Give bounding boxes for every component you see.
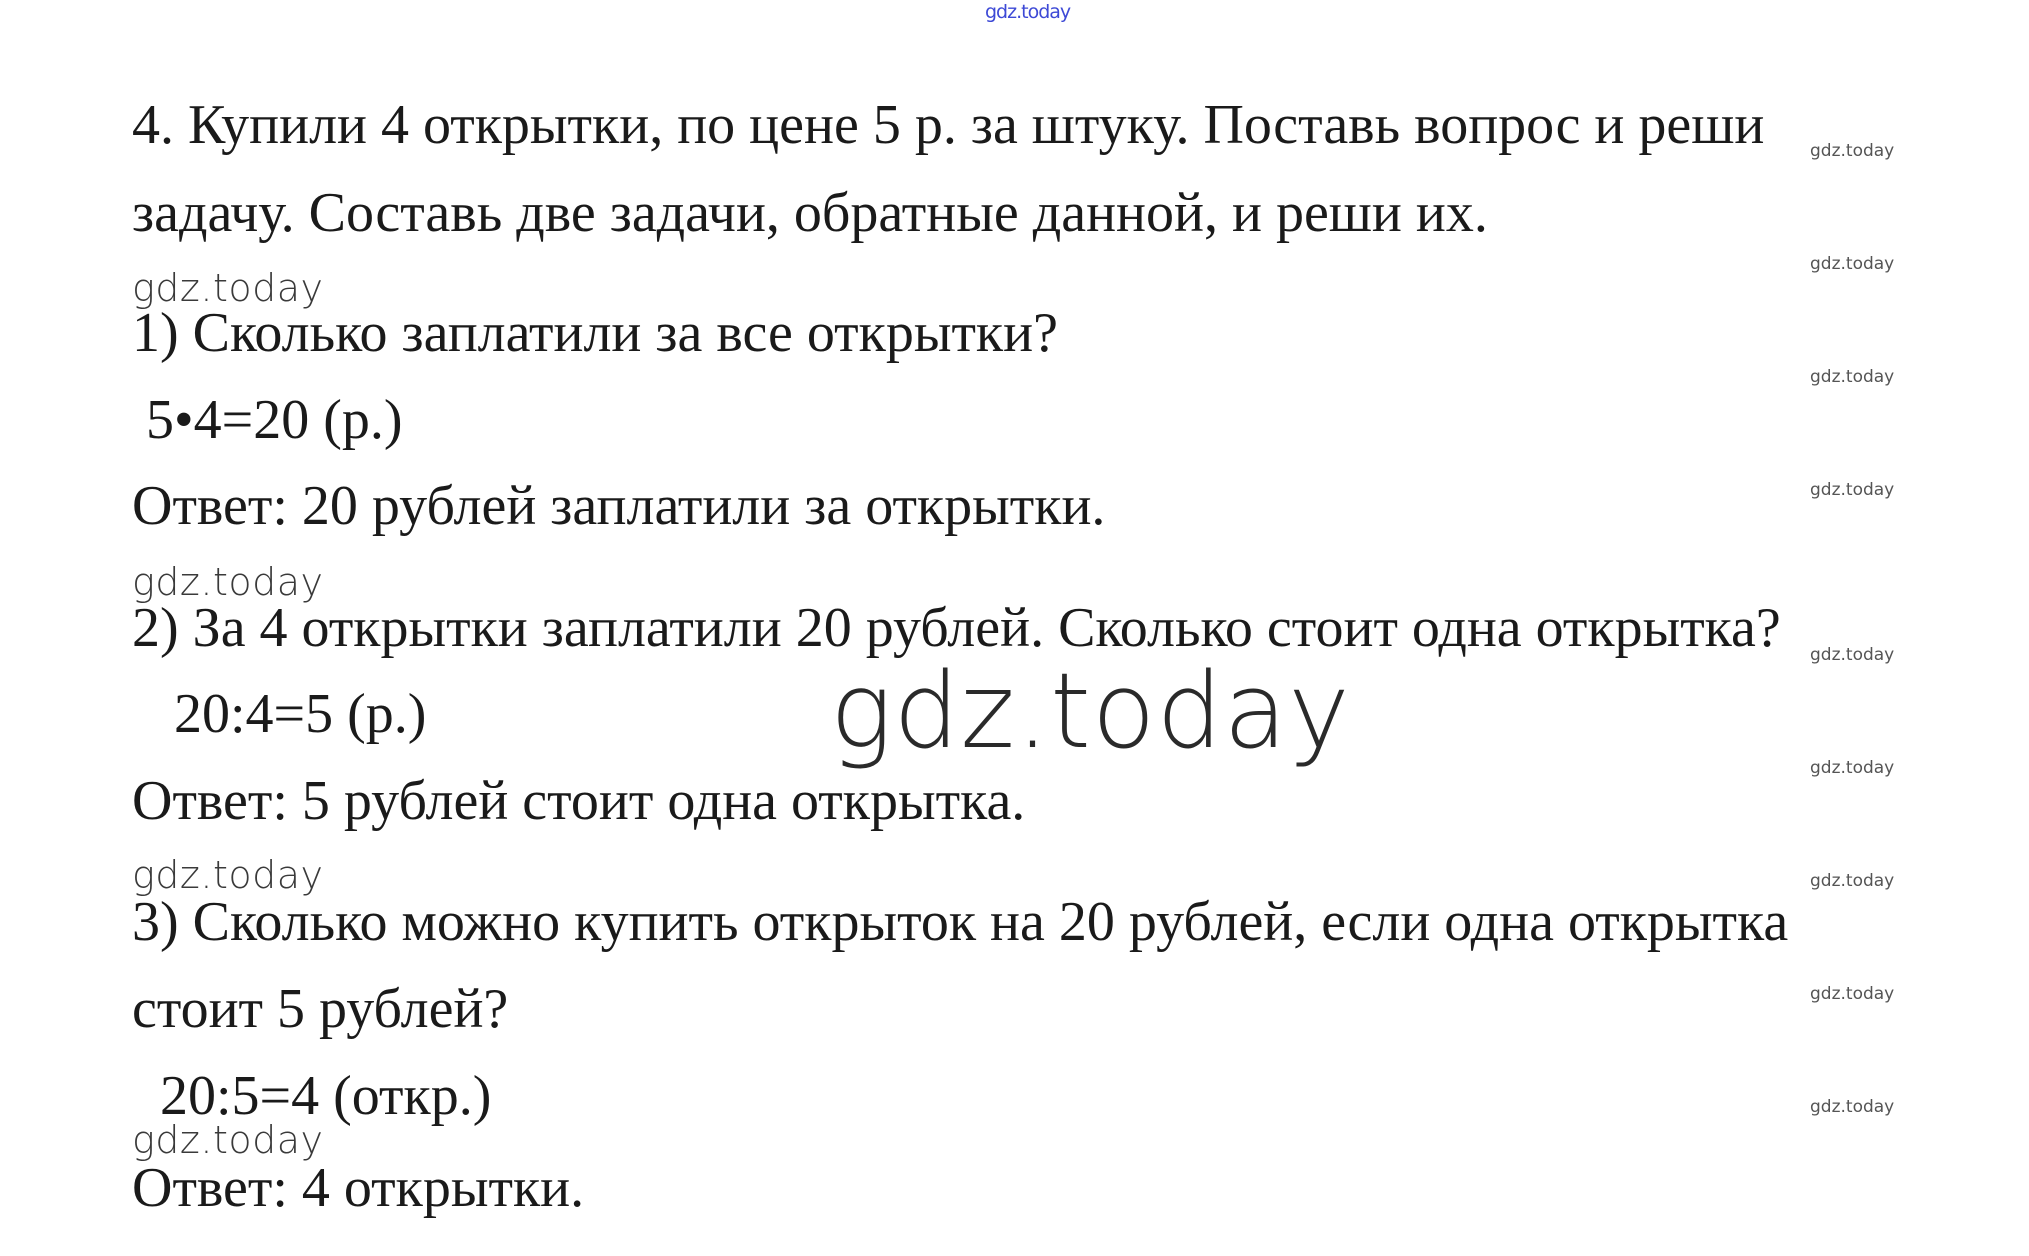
part3-question-line-2: стоит 5 рублей? bbox=[132, 978, 509, 1040]
watermark-side: gdz.today bbox=[1810, 984, 1895, 1004]
task-line-1: 4. Купили 4 открытки, по цене 5 р. за штуку. Поставь вопрос и реши bbox=[132, 94, 1765, 156]
part3-answer: Ответ: 4 открытки. bbox=[132, 1157, 585, 1219]
watermark-side: gdz.today bbox=[1810, 367, 1895, 387]
watermark-text: gdz.today bbox=[132, 560, 324, 604]
watermark-side: gdz.today bbox=[1810, 1097, 1895, 1117]
part1-question: 1) Сколько заплатили за все открытки? bbox=[132, 302, 1058, 364]
watermark-text: gdz.today bbox=[132, 266, 324, 310]
part3-calculation: 20:5=4 (откр.) bbox=[160, 1065, 492, 1127]
part2-answer: Ответ: 5 рублей стоит одна открытка. bbox=[132, 770, 1026, 832]
watermark-large: gdz.today bbox=[830, 650, 1351, 772]
watermark-text: gdz.today bbox=[132, 853, 324, 897]
part1-answer: Ответ: 20 рублей заплатили за открытки. bbox=[132, 475, 1106, 537]
watermark-side: gdz.today bbox=[1810, 480, 1895, 500]
part2-question: 2) За 4 открытки заплатили 20 рублей. Сколько стоит одна открытка? bbox=[132, 597, 1781, 659]
watermark-side: gdz.today bbox=[1810, 758, 1895, 778]
watermark-side: gdz.today bbox=[1810, 141, 1895, 161]
watermark-side: gdz.today bbox=[1810, 871, 1895, 891]
part1-calculation: 5•4=20 (р.) bbox=[146, 389, 403, 451]
watermark-text: gdz.today bbox=[132, 1118, 324, 1162]
part2-calculation: 20:4=5 (р.) bbox=[174, 683, 427, 745]
watermark-side: gdz.today bbox=[1810, 254, 1895, 274]
task-line-2: задачу. Составь две задачи, обратные данной, и реши их. bbox=[132, 182, 1488, 244]
part3-question-line-1: 3) Сколько можно купить открыток на 20 рублей, если одна открытка bbox=[132, 891, 1789, 953]
watermark-side: gdz.today bbox=[1810, 645, 1895, 665]
watermark-top: gdz.today bbox=[985, 1, 1071, 23]
